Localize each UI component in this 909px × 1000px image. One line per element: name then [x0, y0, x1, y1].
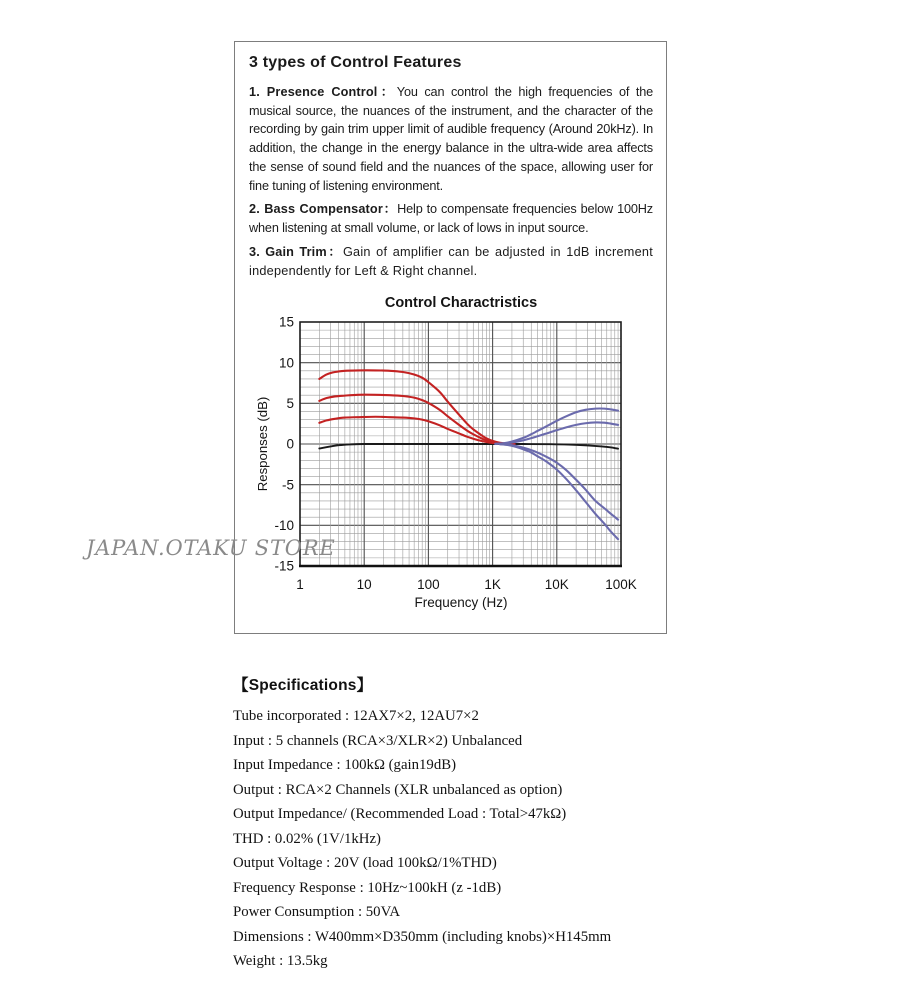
spec-item: Input : 5 channels (RCA×3/XLR×2) Unbalanced [233, 732, 523, 749]
x-axis-label: Frequency (Hz) [414, 595, 508, 610]
feature-text: Help to compensate frequencies below 100Hz when listening at small volume, or lack of lows in input source. [249, 202, 654, 235]
feature-label: 1. Presence Control： [249, 85, 397, 99]
spec-item: Frequency Response : 10Hz~100kH (z -1dB) [233, 879, 502, 896]
x-tick-label: 10 [356, 577, 372, 592]
specifications-section [233, 673, 673, 974]
specs-heading: 【Specifications】 [233, 677, 373, 694]
spec-item: Dimensions : W400mm×D350mm (including knobs)×H145mm [233, 928, 612, 945]
y-tick-labels [274, 315, 294, 574]
x-tick-label: 100K [605, 577, 637, 592]
feature-text: You can control the high frequencies of the musical source, the nuances of the instrument, and the character of the recording by gain trim upper limit of audible frequency (Around 20kHz). In addition, the change in the energy balance in the ultra-wide area affects the sense of sound field and the nuances of the space, allowing user for fine tuning of listening environment. [249, 85, 654, 193]
spec-item: Tube incorporated : 12AX7×2, 12AU7×2 [233, 708, 479, 724]
curve-presence-minus-mid [500, 444, 618, 519]
curve-bass-comp-9dB [319, 370, 514, 444]
y-tick-label: -5 [281, 477, 294, 493]
watermark: JAPAN.OTAKU STORE [86, 536, 336, 560]
feature-label: 2. Bass Compensator： [249, 202, 398, 216]
x-tick-label: 100 [417, 577, 440, 592]
x-tick-label: 1K [484, 577, 501, 592]
y-tick-label: -10 [274, 517, 294, 533]
x-tick-labels [296, 577, 637, 592]
feature-label: 3. Gain Trim： [249, 245, 343, 259]
spec-item: Power Consumption : 50VA [233, 904, 401, 921]
y-tick-label: -15 [274, 558, 294, 574]
spec-item: Output : RCA×2 Channels (XLR unbalanced as option) [233, 781, 563, 798]
y-tick-label: 5 [286, 395, 294, 411]
chart-title: Control Charactristics [384, 295, 538, 311]
y-tick-label: 15 [278, 314, 294, 330]
frequency-response-chart [234, 285, 668, 634]
y-axis-label: Responses (dB) [255, 396, 270, 492]
feature-bass-compensator [249, 200, 653, 237]
feature-gain-trim [249, 243, 653, 280]
spec-item: Weight : 13.5kg [233, 953, 328, 970]
feature-text: Gain of amplifier can be adjusted in 1dB increment independently for Left & Right channel. [249, 245, 653, 278]
feature-presence-control [249, 83, 653, 195]
y-tick-label: 10 [278, 355, 294, 371]
y-tick-label: 0 [286, 436, 294, 452]
specs-list [233, 704, 673, 974]
x-tick-label: 10K [544, 577, 569, 592]
spec-item: THD : 0.02% (1V/1kHz) [233, 830, 381, 847]
spec-item: Output Impedance/ (Recommended Load : Total>47kΩ) [233, 806, 567, 823]
panel-heading: 3 types of Control Features [249, 54, 462, 71]
spec-item: Output Voltage : 20V (load 100kΩ/1%THD) [233, 855, 497, 872]
spec-item: Input Impedance : 100kΩ (gain19dB) [233, 757, 457, 774]
x-tick-label: 1 [296, 577, 304, 592]
control-characteristics-chart [234, 285, 668, 634]
